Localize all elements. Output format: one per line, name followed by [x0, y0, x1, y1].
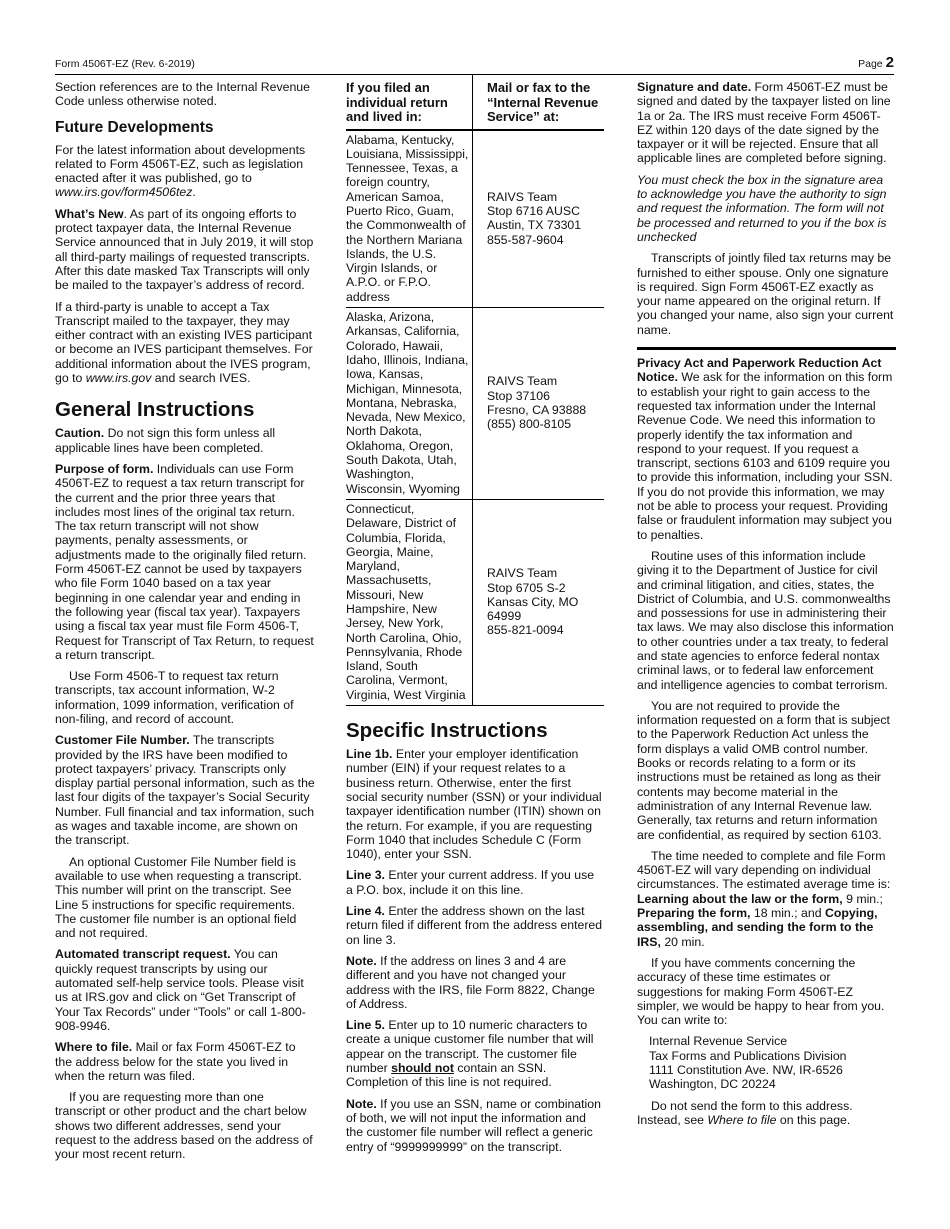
column-middle — [346, 80, 604, 1161]
cfn-text: The transcripts provided by the IRS have been modified to protect taxpayers’ privacy. Transcripts only display partial personal information, such as the last four digits of the taxpayer’s Social Security Number. Full financial and tax information, such as wages and taxable income, are shown on the transcript. — [55, 733, 315, 848]
line-3-paragraph — [346, 868, 604, 897]
table-header-states: If you filed an individual return and lived in: — [346, 75, 473, 130]
line-3-text: Enter your current address. If you use a P.O. box, include it on this line. — [346, 868, 595, 897]
time-learning-value: 9 min.; — [842, 891, 883, 906]
privacy-text: We ask for the information on this form to establish your right to gain access to the requested tax information under the Internal Revenue Code. We need this information to properly identify the tax information and respond to your request. If you request a transcript, sections 6103 and 6109 require you to provide this information, including your SSN. If you do not provide this information, we may not be able to process your request. Providing false or fraudulent information may subject you to penalties. — [637, 370, 893, 542]
note-address-paragraph — [346, 954, 604, 1011]
signature-lead: Signature and date. — [637, 80, 752, 94]
time-preparing-value: 18 min.; and — [750, 906, 825, 921]
table-row — [346, 499, 604, 705]
address-cell — [473, 499, 605, 705]
address-line: Tax Forms and Publications Division — [649, 1048, 847, 1063]
mailing-address-table — [346, 74, 604, 706]
future-developments-heading: Future Developments — [55, 118, 214, 136]
time-learning: Learning about the law or the form, — [637, 891, 843, 906]
address-line: 1111 Constitution Ave. NW, IR-6526 — [649, 1063, 843, 1077]
future-end: . — [192, 185, 196, 200]
note-text: If the address on lines 3 and 4 are different and you have not changed your address with the IRS, file Form 8822, Change of Address. — [346, 953, 595, 1011]
column-right — [637, 80, 896, 1134]
third-party-paragraph — [55, 300, 315, 386]
note-lead: Note. — [346, 953, 377, 968]
whats-new-text: . As part of its ongoing efforts to protect taxpayer data, the Internal Revenue Service announced that in July 2019, it will stop all third-party mailings of requested transcripts. After this date masked Tax Transcripts will only be mailed to the taxpayer’s address of record. — [55, 206, 314, 293]
signature-paragraph — [637, 80, 896, 166]
privacy-lead: Privacy Act and Paperwork Reduction Act Notice. — [637, 356, 882, 385]
line-1b-text: Enter your employer identification number (EIN) if your request relates to a business return. Otherwise, enter the first social security number (SSN) or your individual taxpayer identification number (ITIN) shown on the return. For example, if you are requesting Form 1040 that includes Schedule C (Form 1040), enter your SSN. — [346, 747, 602, 862]
caution-text: Do not sign this form unless all applicable lines have been completed. — [55, 426, 276, 455]
form-identifier: Form 4506T-EZ (Rev. 6-2019) — [55, 58, 195, 70]
whats-new-lead: What’s New — [55, 206, 124, 221]
page-number-label — [858, 54, 894, 71]
page-number: 2 — [885, 54, 894, 71]
states-cell: Alabama, Kentucky, Louisiana, Mississippi, Tennessee, Texas, a foreign country, American Samoa, Puerto Rico, Guam, the Commonwealth of the Northern Mariana Islands, the U.S. Virgin Islands, or A.P.O. or F.P.O. address — [346, 130, 473, 308]
time-preparing: Preparing the form, — [637, 906, 751, 921]
future-url-link[interactable]: www.irs.gov/form4506tez — [55, 185, 193, 200]
line-1b-lead: Line 1b. — [346, 747, 393, 762]
states-cell: Connecticut, Delaware, District of Columbia, Florida, Georgia, Maine, Maryland, Massachusetts, Missouri, New Hampshire, New Jersey, New York, North Carolina, Ohio, Pennsylvania, Rhode Island, South Carolina, Vermont, Virginia, West Virginia — [346, 499, 473, 705]
future-text: For the latest information about developments related to Form 4506T-EZ, such as legislation enacted after it was published, go to — [55, 142, 306, 186]
routine-uses-paragraph: Routine uses of this information include giving it to the Department of Justice for civil and criminal litigation, and cities, states, the District of Columbia, and U.S. commonwealths and possessions for use in administering their tax laws. We may also disclose this information to other countries under a tax treaty, to federal and state agencies to enforce federal nontax criminal laws, or to federal law enforcement and intelligence agencies to combat terrorism. — [637, 548, 894, 692]
not-required-paragraph: You are not required to provide the information requested on a form that is subject to the Paperwork Reduction Act unless the form displays a valid OMB control number. Books or records relating to a form or its instructions must be retained as long as their contents may become material in the administration of any Internal Revenue law. Generally, tax returns and return information are confidential, as required by section 6103. — [637, 698, 890, 842]
phone-number: (855) 800-8105 — [487, 417, 572, 432]
address-line: Stop 6705 S-2 — [487, 580, 566, 595]
auto-text: You can quickly request transcripts by using our automated self-help service tools. Please visit us at IRS.gov and click on “Get Transcript of Your Tax Records” under “Tools” or call 1-800-908-9946. — [55, 947, 306, 1033]
address-line: Austin, TX 73301 — [487, 218, 582, 233]
where-lead: Where to file. — [55, 1040, 133, 1055]
address-cell — [473, 308, 605, 500]
page-word: Page — [858, 58, 883, 70]
address-line: Internal Revenue Service — [649, 1034, 788, 1049]
specific-instructions-heading: Specific Instructions — [346, 719, 548, 743]
line-4-text: Enter the address shown on the last return filed if different from the address entered on line 3. — [346, 904, 603, 947]
note-lead: Note. — [346, 1096, 377, 1111]
page-header — [55, 54, 894, 75]
time-estimate-paragraph — [637, 849, 896, 949]
time-copying: Copying, assembling, and sending the form to the IRS, — [637, 906, 878, 949]
time-text: The time needed to complete and file Form 4506T-EZ will vary depending on individual circumstances. The estimated average time is: — [637, 848, 891, 892]
line-4-paragraph — [346, 904, 604, 947]
caution-lead: Caution. — [55, 426, 105, 441]
states-cell: Alaska, Arizona, Arkansas, California, Colorado, Hawaii, Idaho, Illinois, Indiana, Iowa, Kansas, Michigan, Minnesota, Montana, Nebraska, Nevada, New Mexico, North Dakota, Oklahoma, Oregon, South Dakota, Utah, Washington, Wisconsin, Wyoming — [346, 308, 473, 500]
where-more-paragraph: If you are requesting more than one transcript or other product and the chart below shows two different addresses, send your request to the address based on the address of your most recent return. — [55, 1090, 313, 1162]
signature-text: Form 4506T-EZ must be signed and dated by the taxpayer listed on line 1a or 2a. The IRS must receive Form 4506T-EZ within 120 days of the date signed by the taxpayer or it will be rejected. Ensure that all applicable lines are completed before signing. — [637, 80, 891, 166]
cfn-optional-paragraph: An optional Customer File Number field is available to use when requesting a transcript. This number will print on the transcript. See Line 5 instructions for specific requirements. The customer file number is an optional field and not required. — [55, 854, 302, 941]
use-4506t-paragraph: Use Form 4506-T to request tax return transcripts, tax account information, W-2 information, 1099 information, verification of non-filing, and record of account. — [55, 669, 294, 726]
table-header-address: Mail or fax to the “Internal Revenue Service” at: — [473, 75, 605, 130]
general-instructions-heading: General Instructions — [55, 398, 255, 422]
comments-paragraph: If you have comments concerning the accuracy of these time estimates or suggestions for making Form 4506T-EZ simpler, we would be happy to hear from you. You can write to: — [637, 955, 885, 1028]
line-5-paragraph — [346, 1018, 604, 1089]
table-row — [346, 308, 604, 500]
cfn-lead: Customer File Number. — [55, 733, 190, 748]
line-1b-paragraph — [346, 747, 604, 861]
line-5-text: Enter up to 10 numeric characters to create a unique customer file number that will appear on the transcript. The customer file number — [346, 1018, 594, 1076]
address-line: Fresno, CA 93888 — [487, 402, 587, 417]
should-not-emphasis: should not — [391, 1061, 454, 1076]
irs-url-link[interactable]: www.irs.gov — [85, 371, 152, 386]
automated-request-paragraph — [55, 947, 315, 1033]
intro-paragraph: Section references are to the Internal Revenue Code unless otherwise noted. — [55, 80, 310, 109]
line-5-lead: Line 5. — [346, 1018, 385, 1033]
irs-mailing-address — [637, 1034, 896, 1091]
phone-number: 855-587-9604 — [487, 232, 564, 247]
table-header-row — [346, 75, 604, 130]
address-line: RAIVS Team — [487, 189, 558, 204]
privacy-act-paragraph — [637, 356, 896, 542]
future-developments-paragraph — [55, 143, 315, 200]
where-text: Mail or fax Form 4506T-EZ to the address below for the state you lived in when the return was filed. — [55, 1040, 296, 1083]
address-line: Washington, DC 20224 — [649, 1077, 776, 1092]
address-line: Kansas City, MO 64999 — [487, 594, 579, 624]
line-3-lead: Line 3. — [346, 868, 385, 883]
time-copying-value: 20 min. — [660, 934, 705, 949]
address-line: Stop 37106 — [487, 388, 550, 403]
do-not-send-end: on this page. — [776, 1112, 851, 1127]
whats-new-paragraph — [55, 207, 315, 293]
customer-file-number-paragraph — [55, 733, 315, 847]
note-text: If you use an SSN, name or combination of both, we will not input the information and the customer file number will reflect a generic entry of “9999999999” on the transcript. — [346, 1096, 601, 1154]
auto-lead: Automated transcript request. — [55, 947, 231, 962]
line-5-text-end: contain an SSN. Completion of this line is not required. — [346, 1061, 552, 1090]
address-line: RAIVS Team — [487, 374, 558, 389]
signature-checkbox-notice: You must check the box in the signature area to acknowledge you have the authority to sign and request the information. The form will not be processed and returned to you if the box is unchecked — [637, 172, 887, 244]
address-cell — [473, 130, 605, 308]
do-not-send-text: Do not send the form to this address. Instead, see — [637, 1098, 853, 1127]
column-left — [55, 80, 315, 1169]
joint-returns-paragraph: Transcripts of jointly filed tax returns may be furnished to either spouse. Only one signature is required. Sign Form 4506T-EZ exactly as your name appeared on the original return. If you changed your name, also sign your current name. — [637, 251, 894, 337]
caution-paragraph — [55, 426, 315, 455]
purpose-paragraph — [55, 462, 315, 662]
phone-number: 855-821-0094 — [487, 623, 564, 638]
address-line: RAIVS Team — [487, 566, 558, 581]
line-4-lead: Line 4. — [346, 904, 385, 919]
where-to-file-reference: Where to file — [707, 1112, 777, 1127]
do-not-send-paragraph — [637, 1099, 896, 1128]
third-party-end: and search IVES. — [151, 371, 251, 386]
purpose-lead: Purpose of form. — [55, 461, 154, 476]
third-party-text: If a third-party is unable to accept a Tax Transcript mailed to the taxpayer, they may either contract with an existing IVES participant or become an IVES participant themselves. For additional information about the IVES program, go to — [55, 299, 313, 386]
address-line: Stop 6716 AUSC — [487, 203, 580, 218]
section-divider — [637, 347, 896, 350]
table-row — [346, 130, 604, 308]
where-to-file-paragraph — [55, 1040, 315, 1083]
note-ssn-paragraph — [346, 1097, 604, 1154]
purpose-text: Individuals can use Form 4506T-EZ to request a tax return transcript for the current and the prior three years that includes most lines of the original tax return. The tax return transcript will not show payments, penalty assessments, or adjustments made to the originally filed return. Form 4506T-EZ cannot be used by taxpayers who file Form 1040 based on a tax year beginning in one calendar year and ending in the following year (fiscal tax year). Taxpayers using a fiscal tax year must file Form 4506-T, Request for Transcript of Tax Return, to request a return transcript. — [55, 461, 314, 662]
